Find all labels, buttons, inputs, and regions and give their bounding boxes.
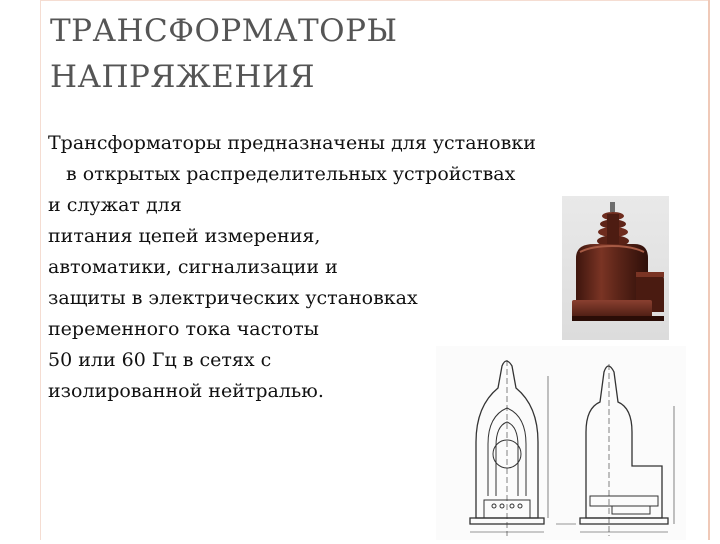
body-line: автоматики, сигнализации и [48,256,338,278]
slide-frame-top [40,0,708,1]
body-line: питания цепей измерения, [48,225,321,247]
body-line: 50 или 60 Гц в сетях с [48,349,272,371]
body-line: и служат для [48,194,182,216]
body-line: изолированной нейтралью. [48,380,324,402]
slide-frame-right [708,0,720,540]
body-line: в открытых распределительных устройствах [66,163,516,185]
technical-drawing [436,346,686,540]
slide-frame-left [40,0,41,540]
voltage-transformer-photo [562,196,669,340]
slide-title: ТРАНСФОРМАТОРЫ НАПРЯЖЕНИЯ [50,13,398,95]
body-line: Трансформаторы предназначены для установки [48,132,536,154]
body-line: защиты в электрических установках [48,287,418,309]
body-line: переменного тока частоты [48,318,319,340]
